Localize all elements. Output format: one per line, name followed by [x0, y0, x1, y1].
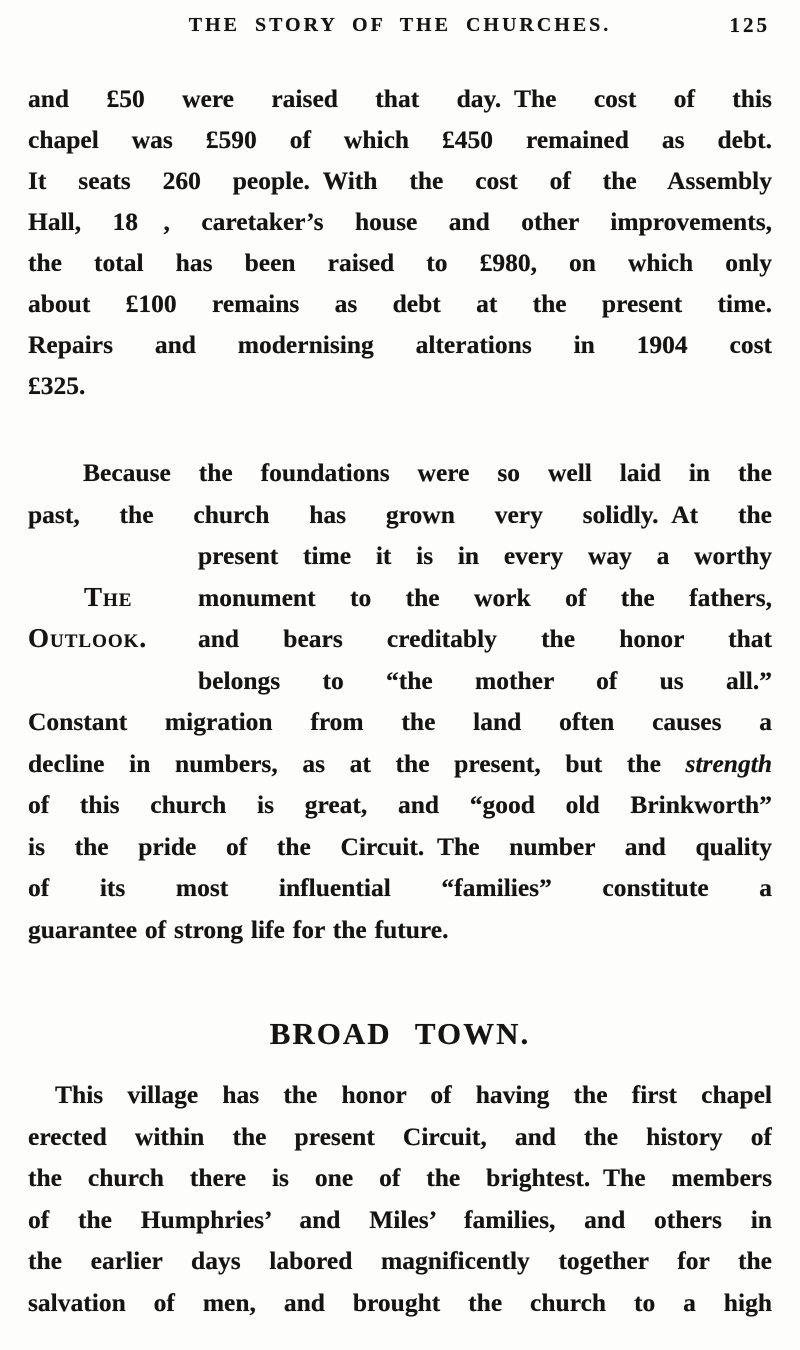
text-line: monument to the work of the fathers,: [198, 582, 772, 612]
emphasized-word: strength: [685, 748, 772, 778]
text-line: It seats 260 people. With the cost of the Assembly: [28, 166, 772, 195]
sidenote-outlook: Outlook.: [28, 623, 148, 653]
text-line: guarantee of strong life for the future.: [28, 914, 449, 944]
text-line: about £100 remains as debt at the present time.: [28, 289, 772, 318]
text-line: £325.: [28, 371, 86, 400]
text-line: is the pride of the Circuit. The number and quality: [28, 831, 772, 861]
text-line: of this church is great, and “good old Brinkworth”: [28, 790, 772, 819]
sidenote-the: The: [84, 581, 133, 612]
text-line: This village has the honor of having the first chapel: [55, 1080, 772, 1109]
text-line: Repairs and modernising alterations in 1904 cost: [28, 330, 772, 359]
text-line: erected within the present Circuit, and the history of: [28, 1121, 772, 1151]
running-header-title: THE STORY OF THE CHURCHES.: [188, 14, 612, 36]
text-line: the total has been raised to £980, on which only: [28, 248, 772, 277]
section-heading-broad-town: BROAD TOWN.: [269, 1016, 531, 1051]
text-line: chapel was £590 of which £450 remained as debt.: [28, 125, 772, 154]
text-line: of its most influential “families” constitute a: [28, 873, 772, 902]
paragraph-broad-town-intro: [28, 1074, 772, 1323]
paragraph-the-outlook: [28, 452, 772, 950]
text-line: and bears creditably the honor that: [198, 624, 772, 653]
text-line: decline in numbers, as at the present, but the strength: [28, 748, 772, 778]
text-line: past, the church has grown very solidly. At the: [28, 499, 772, 529]
text-line: Constant migration from the land often causes a: [28, 707, 772, 736]
page-number: 125: [729, 13, 770, 37]
text-line: salvation of men, and brought the church to a high: [28, 1287, 772, 1317]
paragraph-chapel-costs: [28, 78, 772, 406]
text-line: the earlier days labored magnificently together for the: [28, 1246, 772, 1275]
text-line: present time it is in every way a worthy: [198, 541, 772, 570]
text-line: Hall, 18 , caretaker’s house and other improvements,: [28, 207, 772, 236]
text-line: the church there is one of the brightest. The members: [28, 1163, 772, 1192]
text-line: and £50 were raised that day. The cost of this: [28, 84, 772, 113]
text-line: of the Humphries’ and Miles’ families, and others in: [28, 1204, 772, 1234]
text-line: Because the foundations were so well laid in the: [83, 458, 772, 487]
text-line: belongs to “the mother of us all.”: [198, 665, 772, 695]
running-header: [28, 11, 772, 39]
